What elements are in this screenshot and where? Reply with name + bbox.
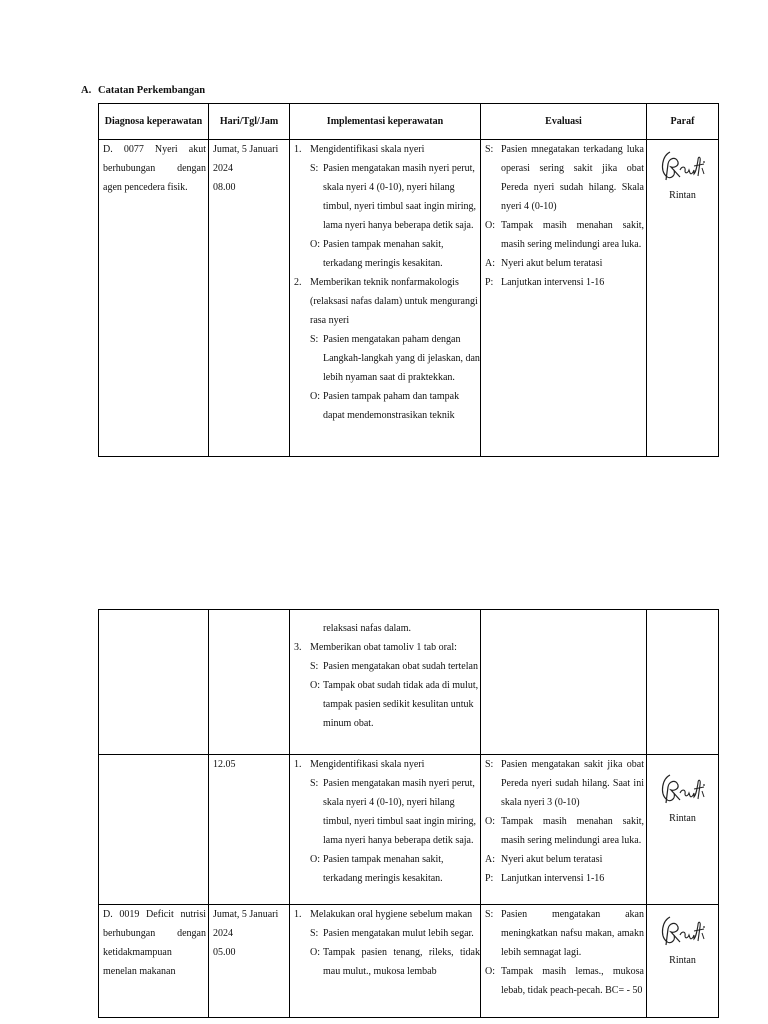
evaluation-cell	[481, 140, 647, 457]
evaluation-cell	[481, 755, 647, 905]
item-text: Memberikan obat tamoliv 1 tab oral:	[310, 642, 457, 653]
date-text: Jumat, 5 Januari 2024	[213, 144, 279, 174]
section-number: A.	[81, 85, 92, 96]
table-row	[99, 755, 719, 905]
objective-text: Pasien tampak paham dan tampak dapat mendemonstrasikan teknik	[323, 391, 460, 421]
subjective-label: S:	[485, 144, 494, 155]
subjective-label: S:	[310, 778, 319, 789]
eval-objective: Tampak masih menahan sakit, masih sering melindungi area luka.	[501, 816, 644, 846]
objective-label: O:	[310, 854, 320, 865]
subjective-text: Pasien mengatakan masih nyeri perut, skala nyeri 4 (0-10), nyeri hilang timbul, nyeri timbul saat ingin miring, lama nyeri hanya beberapa detik saja.	[323, 163, 477, 231]
time-text: 05.00	[213, 947, 236, 958]
continued-text: relaksasi nafas dalam.	[323, 623, 412, 634]
progress-notes-table-page2	[98, 609, 719, 1018]
objective-label: O:	[310, 391, 320, 402]
objective-text: Pasien tampak menahan sakit, terkadang meringis kesakitan.	[323, 239, 444, 269]
item-text: Melakukan oral hygiene sebelum makan	[310, 909, 473, 920]
section-title: Catatan Perkembangan	[98, 85, 206, 96]
evaluation-cell	[481, 610, 647, 755]
paraf-cell	[647, 140, 719, 457]
subjective-text: Pasien mengatakan obat sudah tertelan	[323, 661, 478, 672]
item-text: Mengidentifikasi skala nyeri	[310, 144, 425, 155]
eval-assessment: Nyeri akut belum teratasi	[501, 854, 603, 865]
objective-text: Pasien tampak menahan sakit, terkadang meringis kesakitan.	[323, 854, 444, 884]
item-number: 1.	[294, 909, 302, 920]
header-hari: Hari/Tgl/Jam	[209, 104, 290, 140]
implementation-cell	[290, 905, 481, 1018]
time-text: 08.00	[213, 182, 236, 193]
assessment-label: A:	[485, 854, 495, 865]
subjective-label: S:	[310, 661, 319, 672]
date-cell	[209, 610, 290, 755]
plan-label: P:	[485, 277, 494, 288]
eval-assessment: Nyeri akut belum teratasi	[501, 258, 603, 269]
signatory-name: Rintan	[669, 813, 696, 824]
eval-subjective: Pasien mengatakan sakit jika obat Pereda nyeri sudah hilang. Saat ini skala nyeri 3 (0-10)	[501, 759, 644, 808]
subjective-label: S:	[310, 334, 319, 345]
item-number: 1.	[294, 759, 302, 770]
table-row	[99, 610, 719, 755]
implementation-cell	[290, 755, 481, 905]
plan-label: P:	[485, 873, 494, 884]
signature-image	[656, 911, 710, 949]
signatory-name: Rintan	[669, 190, 696, 201]
objective-label: O:	[485, 220, 495, 231]
eval-objective: Tampak masih menahan sakit, masih sering melindungi area luka.	[501, 220, 644, 250]
table-row	[99, 140, 719, 457]
signature-image	[656, 146, 710, 184]
date-cell	[209, 905, 290, 1018]
objective-label: O:	[485, 966, 495, 977]
header-diagnosa: Diagnosa keperawatan	[99, 104, 209, 140]
objective-label: O:	[310, 239, 320, 250]
progress-notes-table-page1	[98, 103, 719, 457]
date-cell	[209, 140, 290, 457]
item-number: 3.	[294, 642, 302, 653]
date-cell	[209, 755, 290, 905]
objective-label: O:	[310, 947, 320, 958]
paraf-cell	[647, 905, 719, 1018]
eval-objective: Tampak masih lemas., mukosa lebab, tidak peach-pecah. BC= - 50	[501, 966, 644, 996]
header-evaluasi: Evaluasi	[481, 104, 647, 140]
objective-text: Tampak obat sudah tidak ada di mulut, tampak pasien sedikit kesulitan untuk minum obat.	[323, 680, 479, 729]
subjective-text: Pasien mengatakan paham dengan Langkah-langkah yang di jelaskan, dan lebih nyaman saat di praktekkan.	[323, 334, 480, 383]
table-row	[99, 905, 719, 1018]
item-text: Memberikan teknik nonfarmakologis (relaksasi nafas dalam) untuk mengurangi rasa nyeri	[310, 277, 478, 326]
date-text: Jumat, 5 Januari 2024	[213, 909, 279, 939]
objective-label: O:	[310, 680, 320, 691]
objective-label: O:	[485, 816, 495, 827]
item-number: 1.	[294, 144, 302, 155]
section-heading	[81, 81, 205, 100]
subjective-label: S:	[310, 928, 319, 939]
item-number: 2.	[294, 277, 302, 288]
diagnosa-cell: D. 0077 Nyeri akut berhubungan dengan agen pencedera fisik.	[99, 140, 209, 457]
subjective-label: S:	[310, 163, 319, 174]
subjective-text: Pasien mengatakan masih nyeri perut, skala nyeri 4 (0-10), nyeri hilang timbul, nyeri timbul saat ingin miring, lama nyeri hanya beberapa detik saja.	[323, 778, 477, 846]
evaluation-cell	[481, 905, 647, 1018]
signatory-name: Rintan	[669, 955, 696, 966]
subjective-text: Pasien mengatakan mulut lebih segar.	[323, 928, 474, 939]
eval-subjective: Pasien mnegatakan terkadang luka operasi sering sakit jika obat Pereda nyeri sudah hilang. Skala nyeri 4 (0-10)	[501, 144, 644, 212]
paraf-cell	[647, 610, 719, 755]
header-implementasi: Implementasi keperawatan	[290, 104, 481, 140]
diagnosa-cell: D. 0019 Deficit nutrisi berhubungan dengan ketidakmampuan menelan makanan	[99, 905, 209, 1018]
objective-text: Tampak pasien tenang, rileks, tidak mau mulut., mukosa lembab	[323, 947, 480, 977]
eval-plan: Lanjutkan intervensi 1-16	[501, 873, 605, 884]
implementation-cell	[290, 610, 481, 755]
diagnosa-cell	[99, 610, 209, 755]
eval-plan: Lanjutkan intervensi 1-16	[501, 277, 605, 288]
assessment-label: A:	[485, 258, 495, 269]
paraf-cell	[647, 755, 719, 905]
time-text: 12.05	[213, 759, 236, 770]
subjective-label: S:	[485, 909, 494, 920]
eval-subjective: Pasien mengatakan akan meningkatkan nafsu makan, amakn lebih semnagat lagi.	[501, 909, 644, 958]
diagnosa-cell	[99, 755, 209, 905]
header-paraf: Paraf	[647, 104, 719, 140]
signature-image	[656, 769, 710, 807]
subjective-label: S:	[485, 759, 494, 770]
item-text: Mengidentifikasi skala nyeri	[310, 759, 425, 770]
implementation-cell	[290, 140, 481, 457]
